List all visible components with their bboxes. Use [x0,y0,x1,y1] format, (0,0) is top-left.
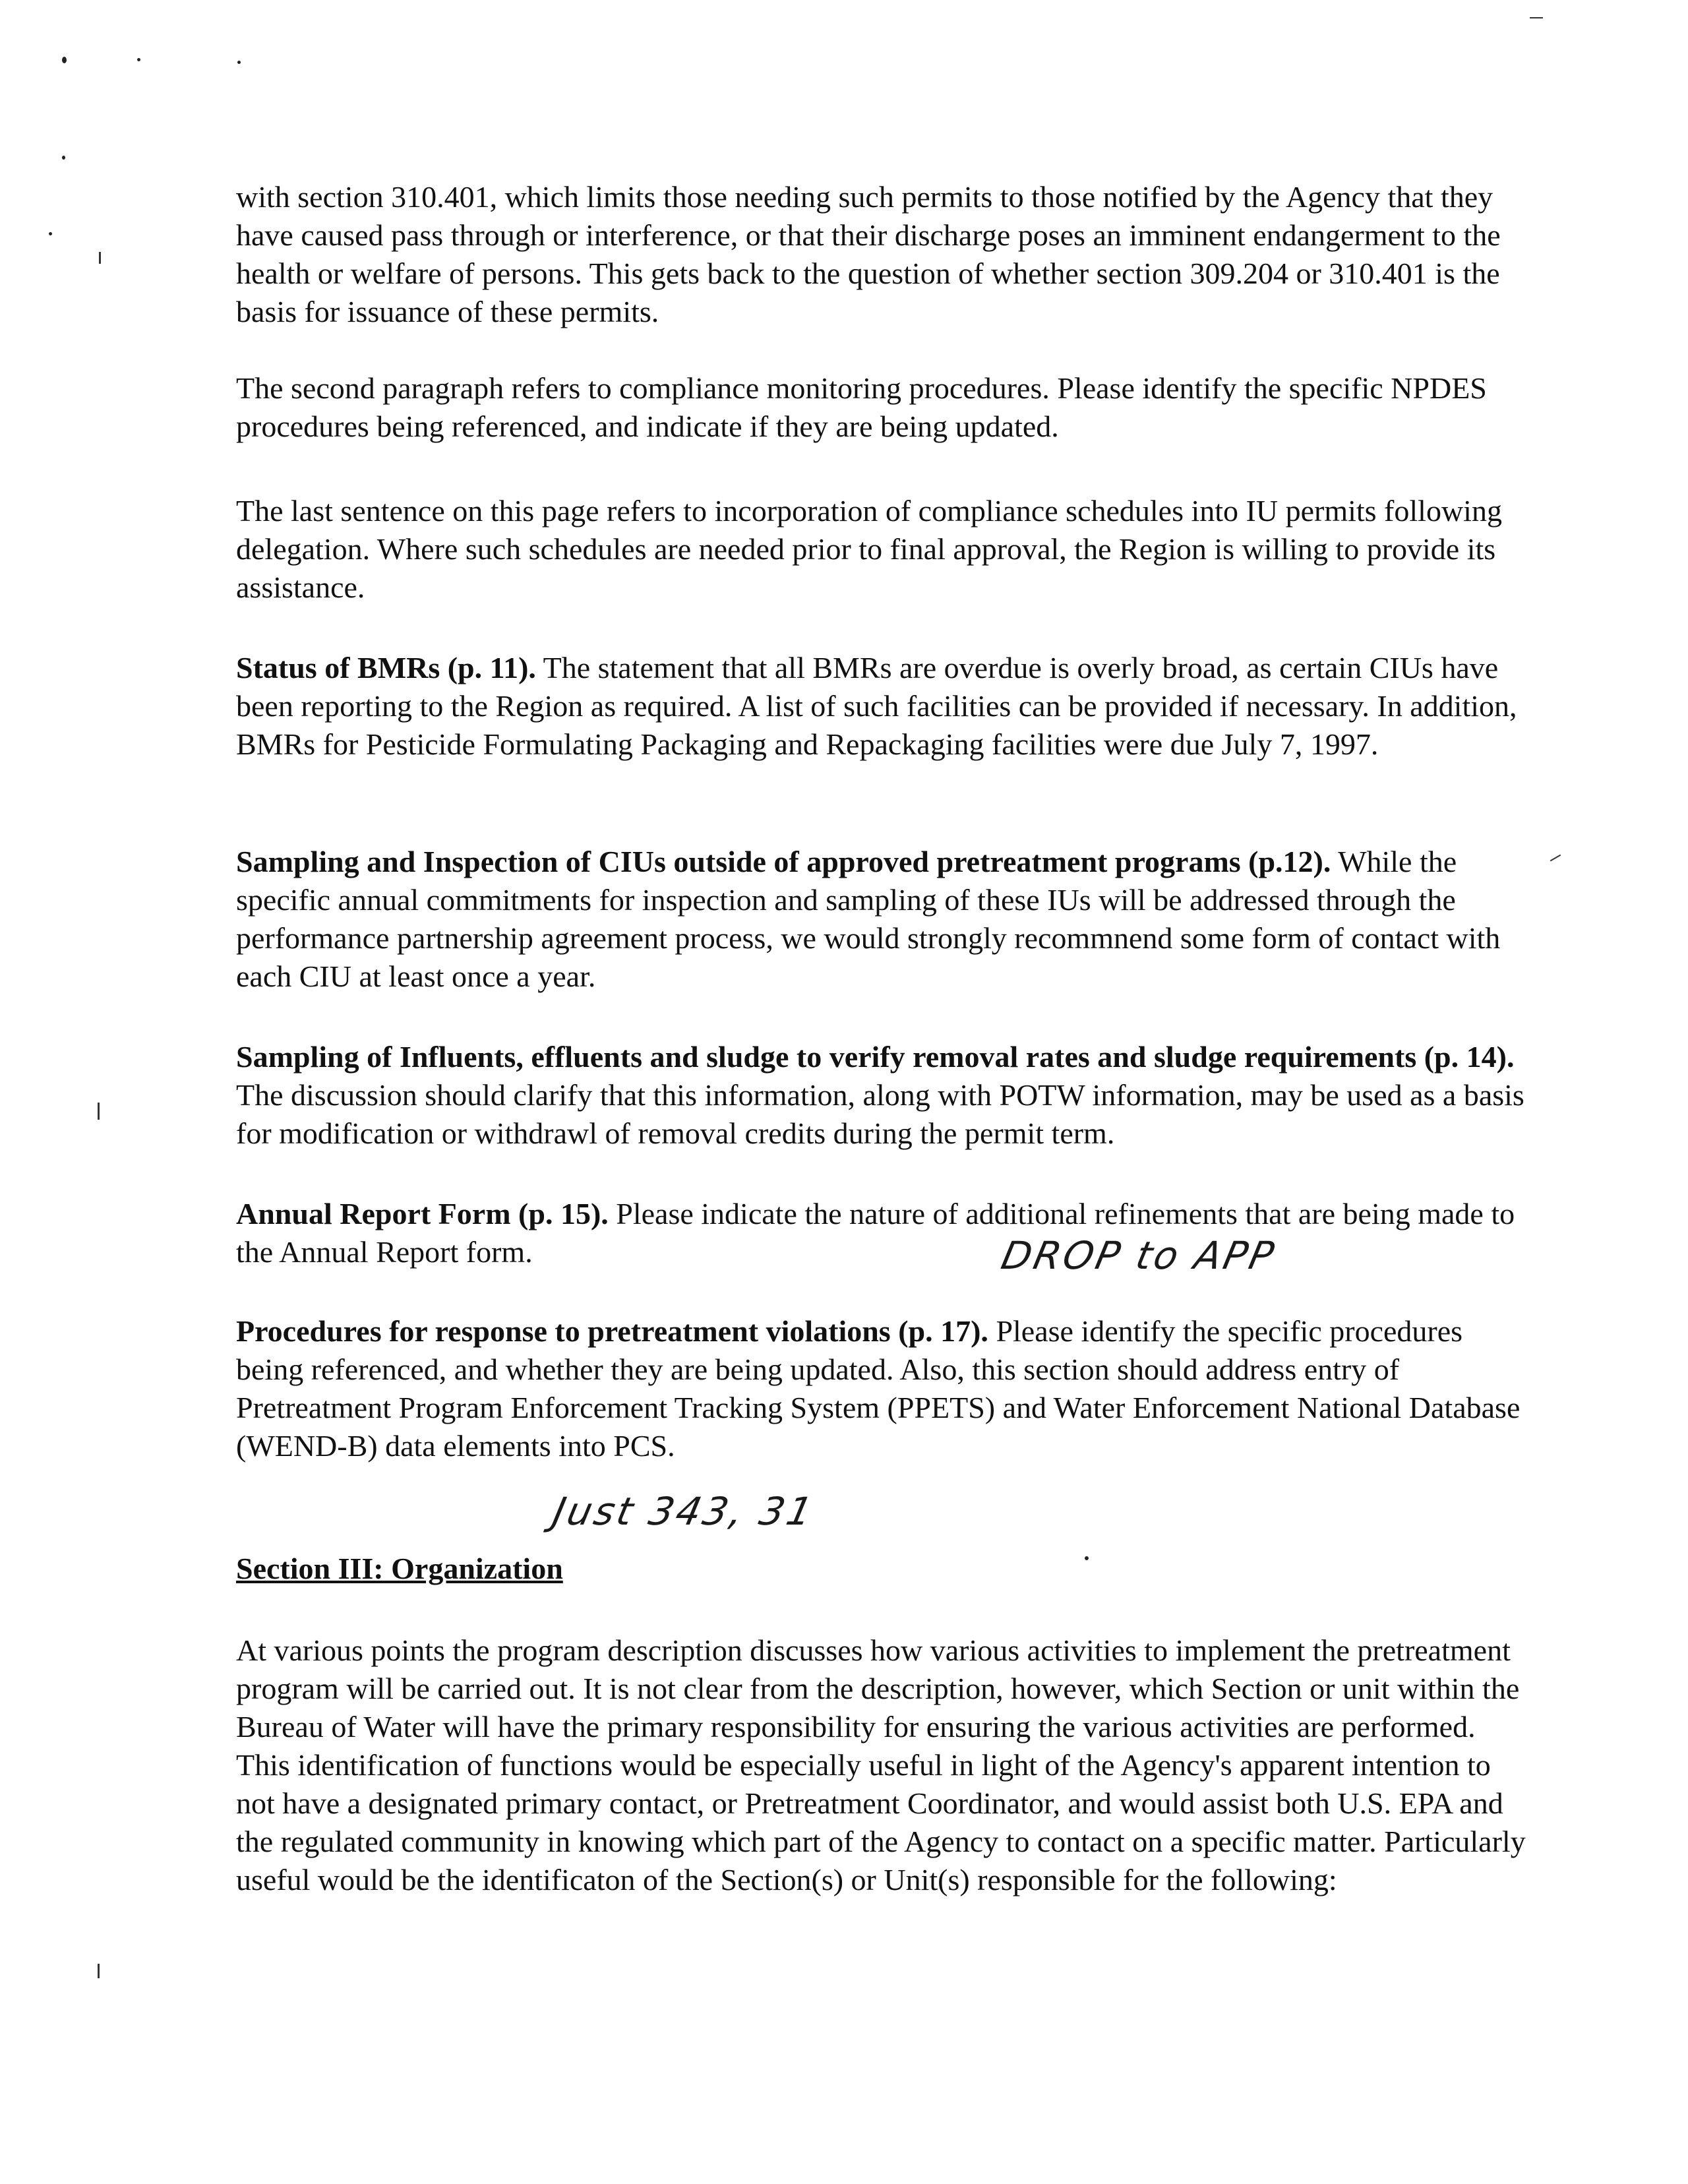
paragraph-pretreatment-violations [236,1312,1528,1465]
heading-annual-report: Annual Report Form (p. 15). [236,1197,609,1230]
scan-edge-mark [99,252,101,264]
paragraph-compliance-monitoring: The second paragraph refers to compliance monitoring procedures. Please identify the specific NPDES procedures being referenced, and indicate if they are being updated. [236,371,1487,443]
paragraph-permit-basis: with section 310.401, which limits those needing such permits to those notified by the Agency that they have caused pass through or interference, or that their discharge poses an imminent endangerment to the health or welfare of persons. This gets back to the question of whether section 309.204 or 310.401 is the basis for issuance of these permits. [236,180,1501,328]
text-sampling-inspection: While the specific annual commitments for inspection and sampling of these IUs will be addressed through the performance partnership agreement process, we would strongly recommnend some form of contact with each CIU at least once a year. [236,845,1501,993]
scan-edge-mark [1530,17,1543,18]
paragraph-sampling-inspection [236,843,1528,996]
paragraph-sampling-influents [236,1038,1528,1153]
text-annual-report: Please indicate the nature of additional refinements that are being made to the Annual Report form. [236,1197,1515,1269]
text-sampling-influents: The discussion should clarify that this information, along with POTW information, may be used as a basis for modification or withdrawl of removal credits during the permit term. [236,1078,1524,1150]
paragraph-status-of-bmrs [236,649,1528,764]
paragraph-compliance-schedules: The last sentence on this page refers to incorporation of compliance schedules into IU permits following delegation. Where such schedules are needed prior to final approval, the Region is willing to provide its assistance. [236,494,1502,604]
text-pretreatment-violations: Please identify the specific procedures being referenced, and whether they are being updated. Also, this section should address entry of Pretreatment Program Enforcement Tracking System (PPETS) and Water Enforcement National Database (WEND-B) data elements into PCS. [236,1314,1521,1463]
text-status-of-bmrs: The statement that all BMRs are overdue is overly broad, as certain CIUs have been reporting to the Region as required. A list of such facilities can be provided if necessary. In addition, BMRs for Pesticide Formulating Packaging and Repackaging facilities were due July 7, 1997. [236,651,1517,761]
heading-status-of-bmrs: Status of BMRs (p. 11). [236,651,536,684]
section-heading-organization: Section III: Organization [236,1552,563,1585]
paragraph-annual-report [236,1195,1528,1271]
scan-speck [237,61,241,64]
heading-sampling-inspection: Sampling and Inspection of CIUs outside of approved pretreatment programs (p.12). [236,845,1331,878]
scan-speck [1085,1556,1089,1560]
heading-pretreatment-violations: Procedures for response to pretreatment violations (p. 17). [236,1314,988,1348]
handwritten-note-just: Just 343, 31 [549,1489,819,1534]
scan-speck [62,57,67,63]
scan-edge-mark [98,1103,100,1120]
scan-edge-mark [98,1964,100,1978]
scan-speck [137,58,140,61]
scan-edge-mark [1550,855,1561,862]
paragraph-organization: At various points the program description discusses how various activities to implement the pretreatment program will be carried out. It is not clear from the description, however, which Section or unit within the Bureau of Water will have the primary responsibility for ensuring the various activities are performed. This identification of functions would be especially useful in light of the Agency's apparent intention to not have a designated primary contact, or Pretreatment Coordinator, and would assist both U.S. EPA and the regulated community in knowing which part of the Agency to contact on a specific matter. Particularly useful would be the identificaton of the Section(s) or Unit(s) responsible for the following: [236,1633,1526,1896]
scan-speck [62,156,65,160]
scan-speck [49,232,52,235]
heading-sampling-influents: Sampling of Influents, effluents and sludge to verify removal rates and sludge requirements (p. 14). [236,1040,1515,1074]
handwritten-note-drop: DROP to APP [997,1233,1281,1278]
